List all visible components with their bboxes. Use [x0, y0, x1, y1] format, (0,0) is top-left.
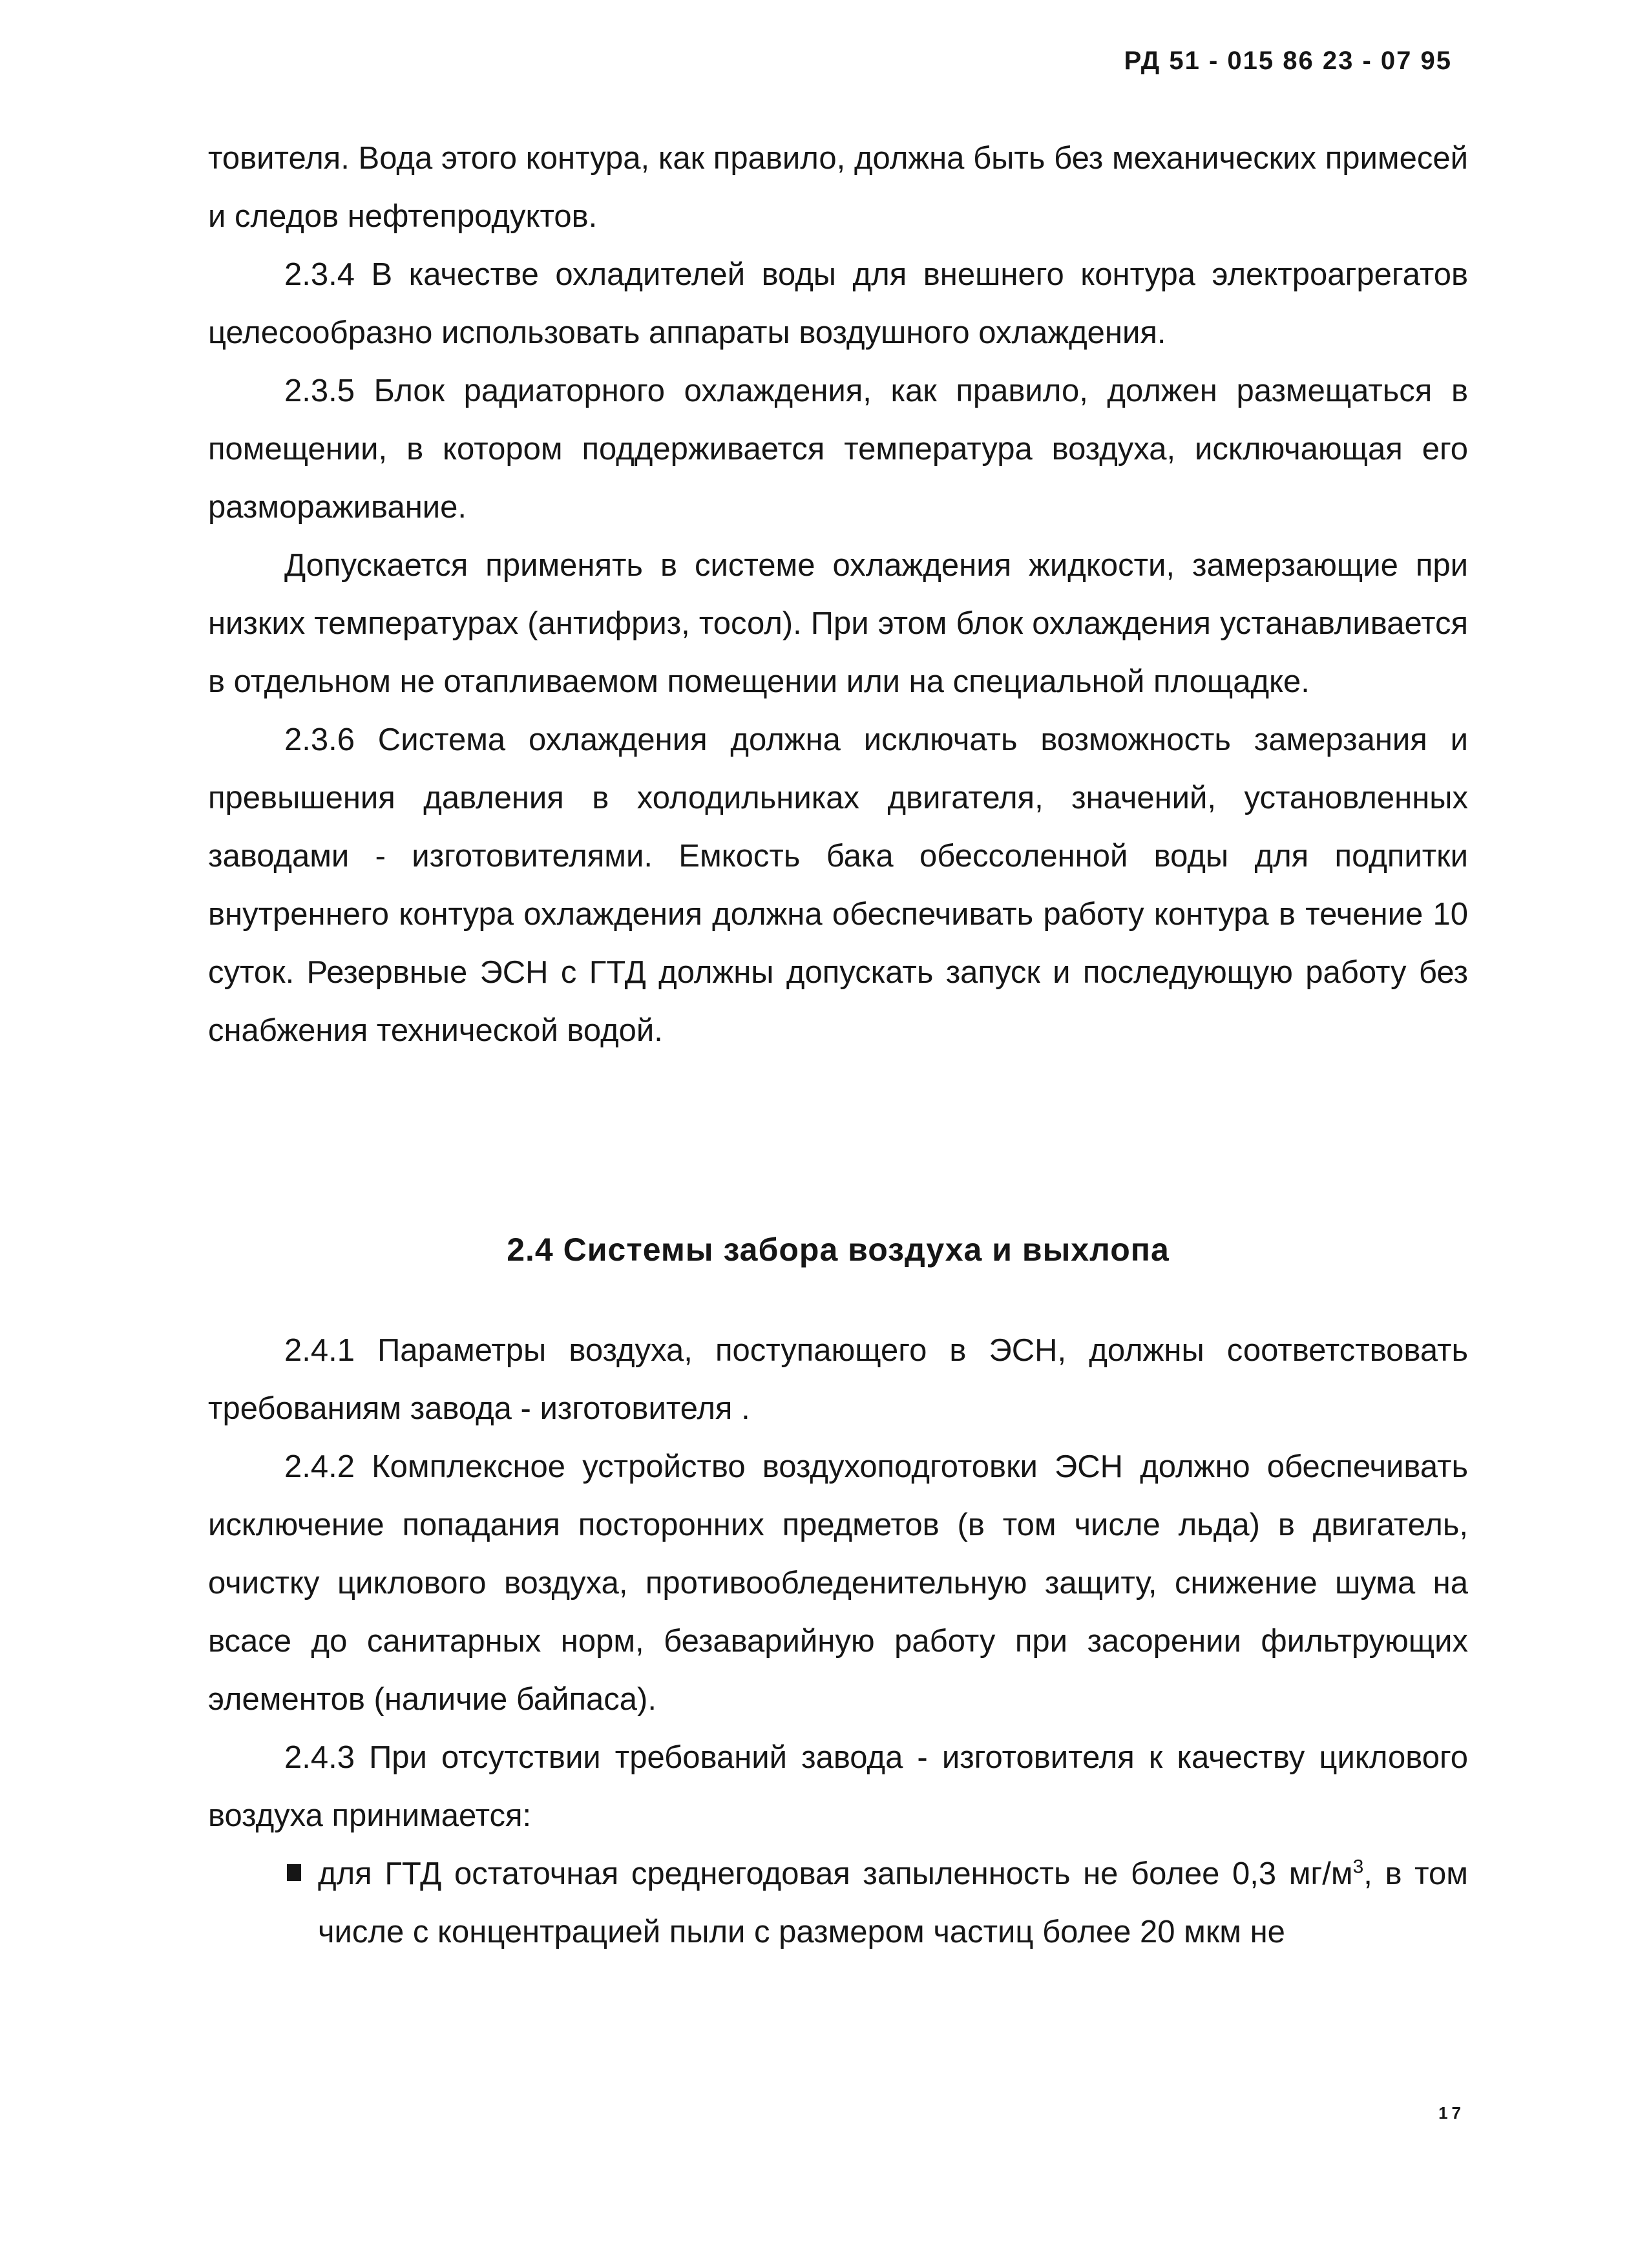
body-text-top: [208, 129, 1468, 1060]
document-code: РД 51 - 015 86 23 - 07 95: [1124, 47, 1452, 75]
paragraph-2-3-6: 2.3.6 Система охлаждения должна исключать возможность замерзания и превышения давления в холодильниках двигателя, значений, установленных заводами - изготовителями. Емкость бака обессоленной воды для подпитки внутреннего контура охлаждения должна обеспечивать работу контура в течение 10 суток. Резервные ЭСН с ГТД должны допускать запуск и последующую работу без снабжения технической водой.: [208, 722, 1468, 1048]
paragraph-2-4-2: 2.4.2 Комплексное устройство воздухоподготовки ЭСН должно обеспечивать исключение попадания посторонних предметов (в том числе льда) в двигатель, очистку циклового воздуха, противообледенительную защиту, снижение шума на всасе до санитарных норм, безаварийную работу при засорении фильтрующих элементов (наличие байпаса).: [208, 1449, 1468, 1717]
superscript: 3: [1352, 1856, 1364, 1878]
bullet-square-icon: [287, 1864, 301, 1881]
paragraph-2-3-5: 2.3.5 Блок радиаторного охлаждения, как правило, должен размещаться в помещении, в котором поддерживается температура воздуха, исключающая его размораживание.: [208, 373, 1468, 525]
section-heading: 2.4 Системы забора воздуха и выхлопа: [507, 1232, 1170, 1268]
paragraph-2-3-4: 2.3.4 В качестве охладителей воды для внешнего контура электроагрегатов целесообразно использовать аппараты воздушного охлаждения.: [208, 257, 1468, 350]
list-item: [208, 1845, 1468, 1961]
paragraph-2-4-1: 2.4.1 Параметры воздуха, поступающего в ЭСН, должны соответствовать требованиям завода - изготовителя .: [208, 1333, 1468, 1426]
body-text-bottom: [208, 1321, 1468, 1961]
paragraph-continuation: товителя. Вода этого контура, как правило, должна быть без механических примесей и следов нефтепродуктов.: [208, 141, 1468, 234]
bullet-text: для ГТД остаточная среднегодовая запыленность не более 0,3 мг/м: [318, 1856, 1353, 1891]
paragraph-2-4-3: 2.4.3 При отсутствии требований завода - изготовителя к качеству циклового воздуха принимается:: [208, 1740, 1468, 1833]
paragraph-antifreeze: Допускается применять в системе охлаждения жидкости, замерзающие при низких температурах (антифриз, тосол). При этом блок охлаждения устанавливается в отдельном не отапливаемом помещении или на специальной площадке.: [208, 548, 1468, 699]
bullet-text-continued: , в том числе с концентрацией пыли с размером частиц более 20 мкм не: [318, 1856, 1468, 1949]
page-number: 17: [1438, 2103, 1465, 2123]
